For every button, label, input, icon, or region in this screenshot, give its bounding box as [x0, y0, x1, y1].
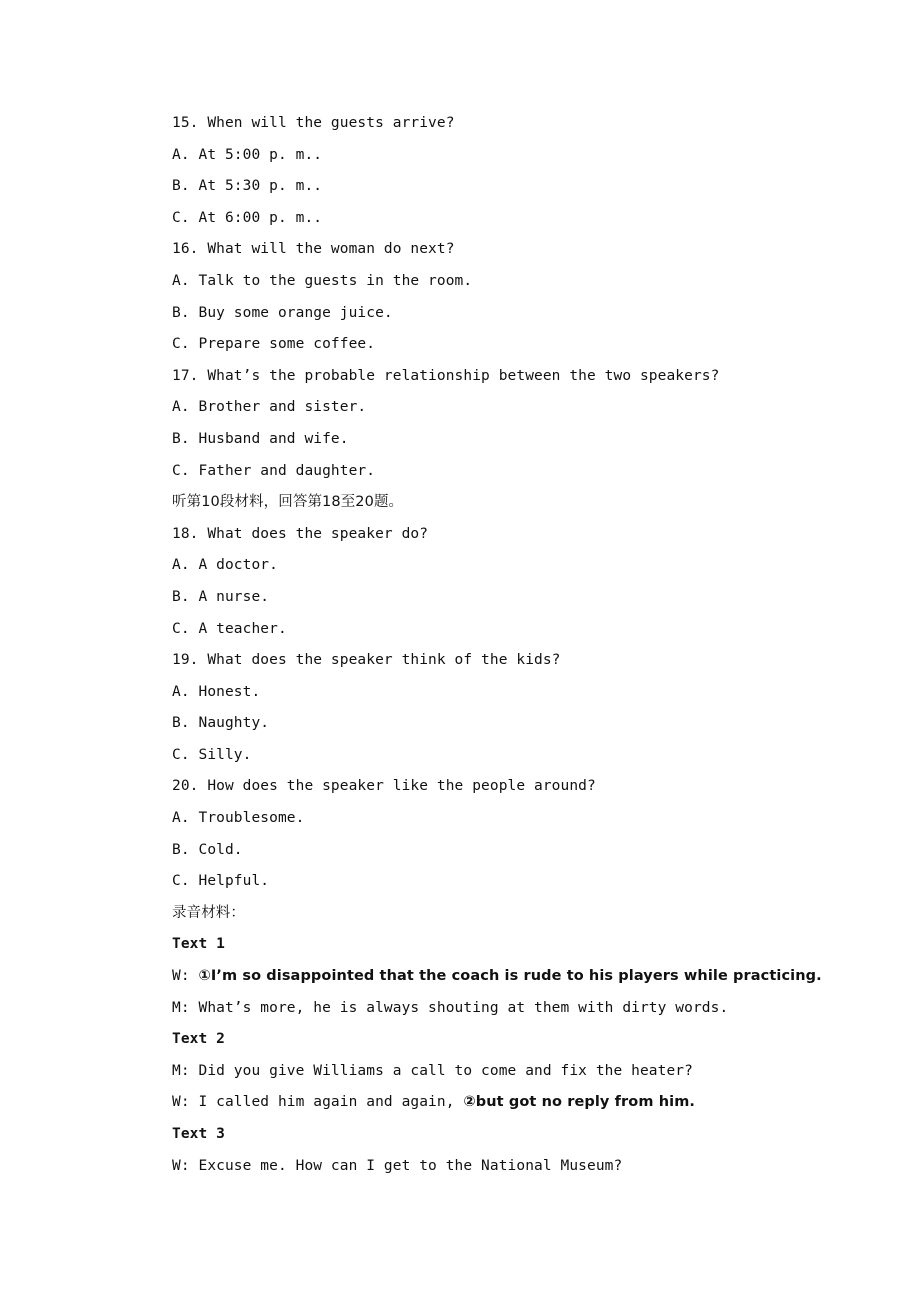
section-heading: 听第10段材料，回答第18至20题。: [172, 494, 404, 511]
question-18-option-c: C. A teacher.: [172, 620, 287, 637]
question-17-stem: 17. What’s the probable relationship between the two speakers?: [172, 367, 720, 384]
question-15-option-b: B. At 5:30 p. m..: [172, 178, 323, 195]
question-18-option-a: A. A doctor.: [172, 557, 278, 574]
question-18-option-b: B. A nurse.: [172, 588, 270, 605]
question-17-option-c: C. Father and daughter.: [172, 462, 376, 479]
text-2-title: Text 2: [172, 1031, 225, 1048]
text-3-title: Text 3: [172, 1126, 225, 1142]
question-20-option-b: B. Cold.: [172, 841, 243, 858]
question-18-stem: 18. What does the speaker do?: [172, 525, 429, 542]
question-20-stem: 20. How does the speaker like the people around?: [172, 778, 596, 795]
question-15-option-a: A. At 5:00 p. m..: [172, 146, 323, 163]
question-17-option-b: B. Husband and wife.: [172, 430, 349, 447]
question-16-option-b: B. Buy some orange juice.: [172, 304, 393, 321]
key-sentence-2: ②but got no reply from him.: [463, 1094, 696, 1111]
question-19-option-b: B. Naughty.: [172, 715, 270, 732]
document-page: [172, 111, 872, 1185]
speaker-prefix: W:: [172, 968, 199, 985]
question-16-stem: 16. What will the woman do next?: [172, 241, 455, 258]
text-2-woman-line: [172, 1090, 872, 1122]
question-20-option-a: A. Troublesome.: [172, 810, 305, 827]
question-17-option-a: A. Brother and sister.: [172, 399, 367, 416]
text-3-woman-line: W: Excuse me. How can I get to the National Museum?: [172, 1157, 623, 1174]
question-19-option-c: C. Silly.: [172, 746, 252, 763]
question-15-stem: 15. When will the guests arrive?: [172, 115, 455, 131]
key-sentence-1: ①I’m so disappointed that the coach is rude to his players while practicing.: [198, 968, 822, 985]
text-1-man-line: M: What’s more, he is always shouting at them with dirty words.: [172, 999, 729, 1016]
transcript-heading: 录音材料：: [172, 904, 245, 921]
question-16-option-a: A. Talk to the guests in the room.: [172, 272, 473, 289]
question-19-option-a: A. Honest.: [172, 683, 261, 700]
question-15-option-c: C. At 6:00 p. m..: [172, 209, 323, 226]
text-1-title: Text 1: [172, 936, 225, 953]
question-20-option-c: C. Helpful.: [172, 873, 270, 890]
text-2-man-line: M: Did you give Williams a call to come and fix the heater?: [172, 1062, 693, 1079]
speaker-prefix: W: I called him again and again,: [172, 1094, 464, 1111]
question-16-option-c: C. Prepare some coffee.: [172, 336, 376, 353]
question-19-stem: 19. What does the speaker think of the kids?: [172, 652, 561, 669]
text-1-woman-line: [172, 964, 872, 996]
